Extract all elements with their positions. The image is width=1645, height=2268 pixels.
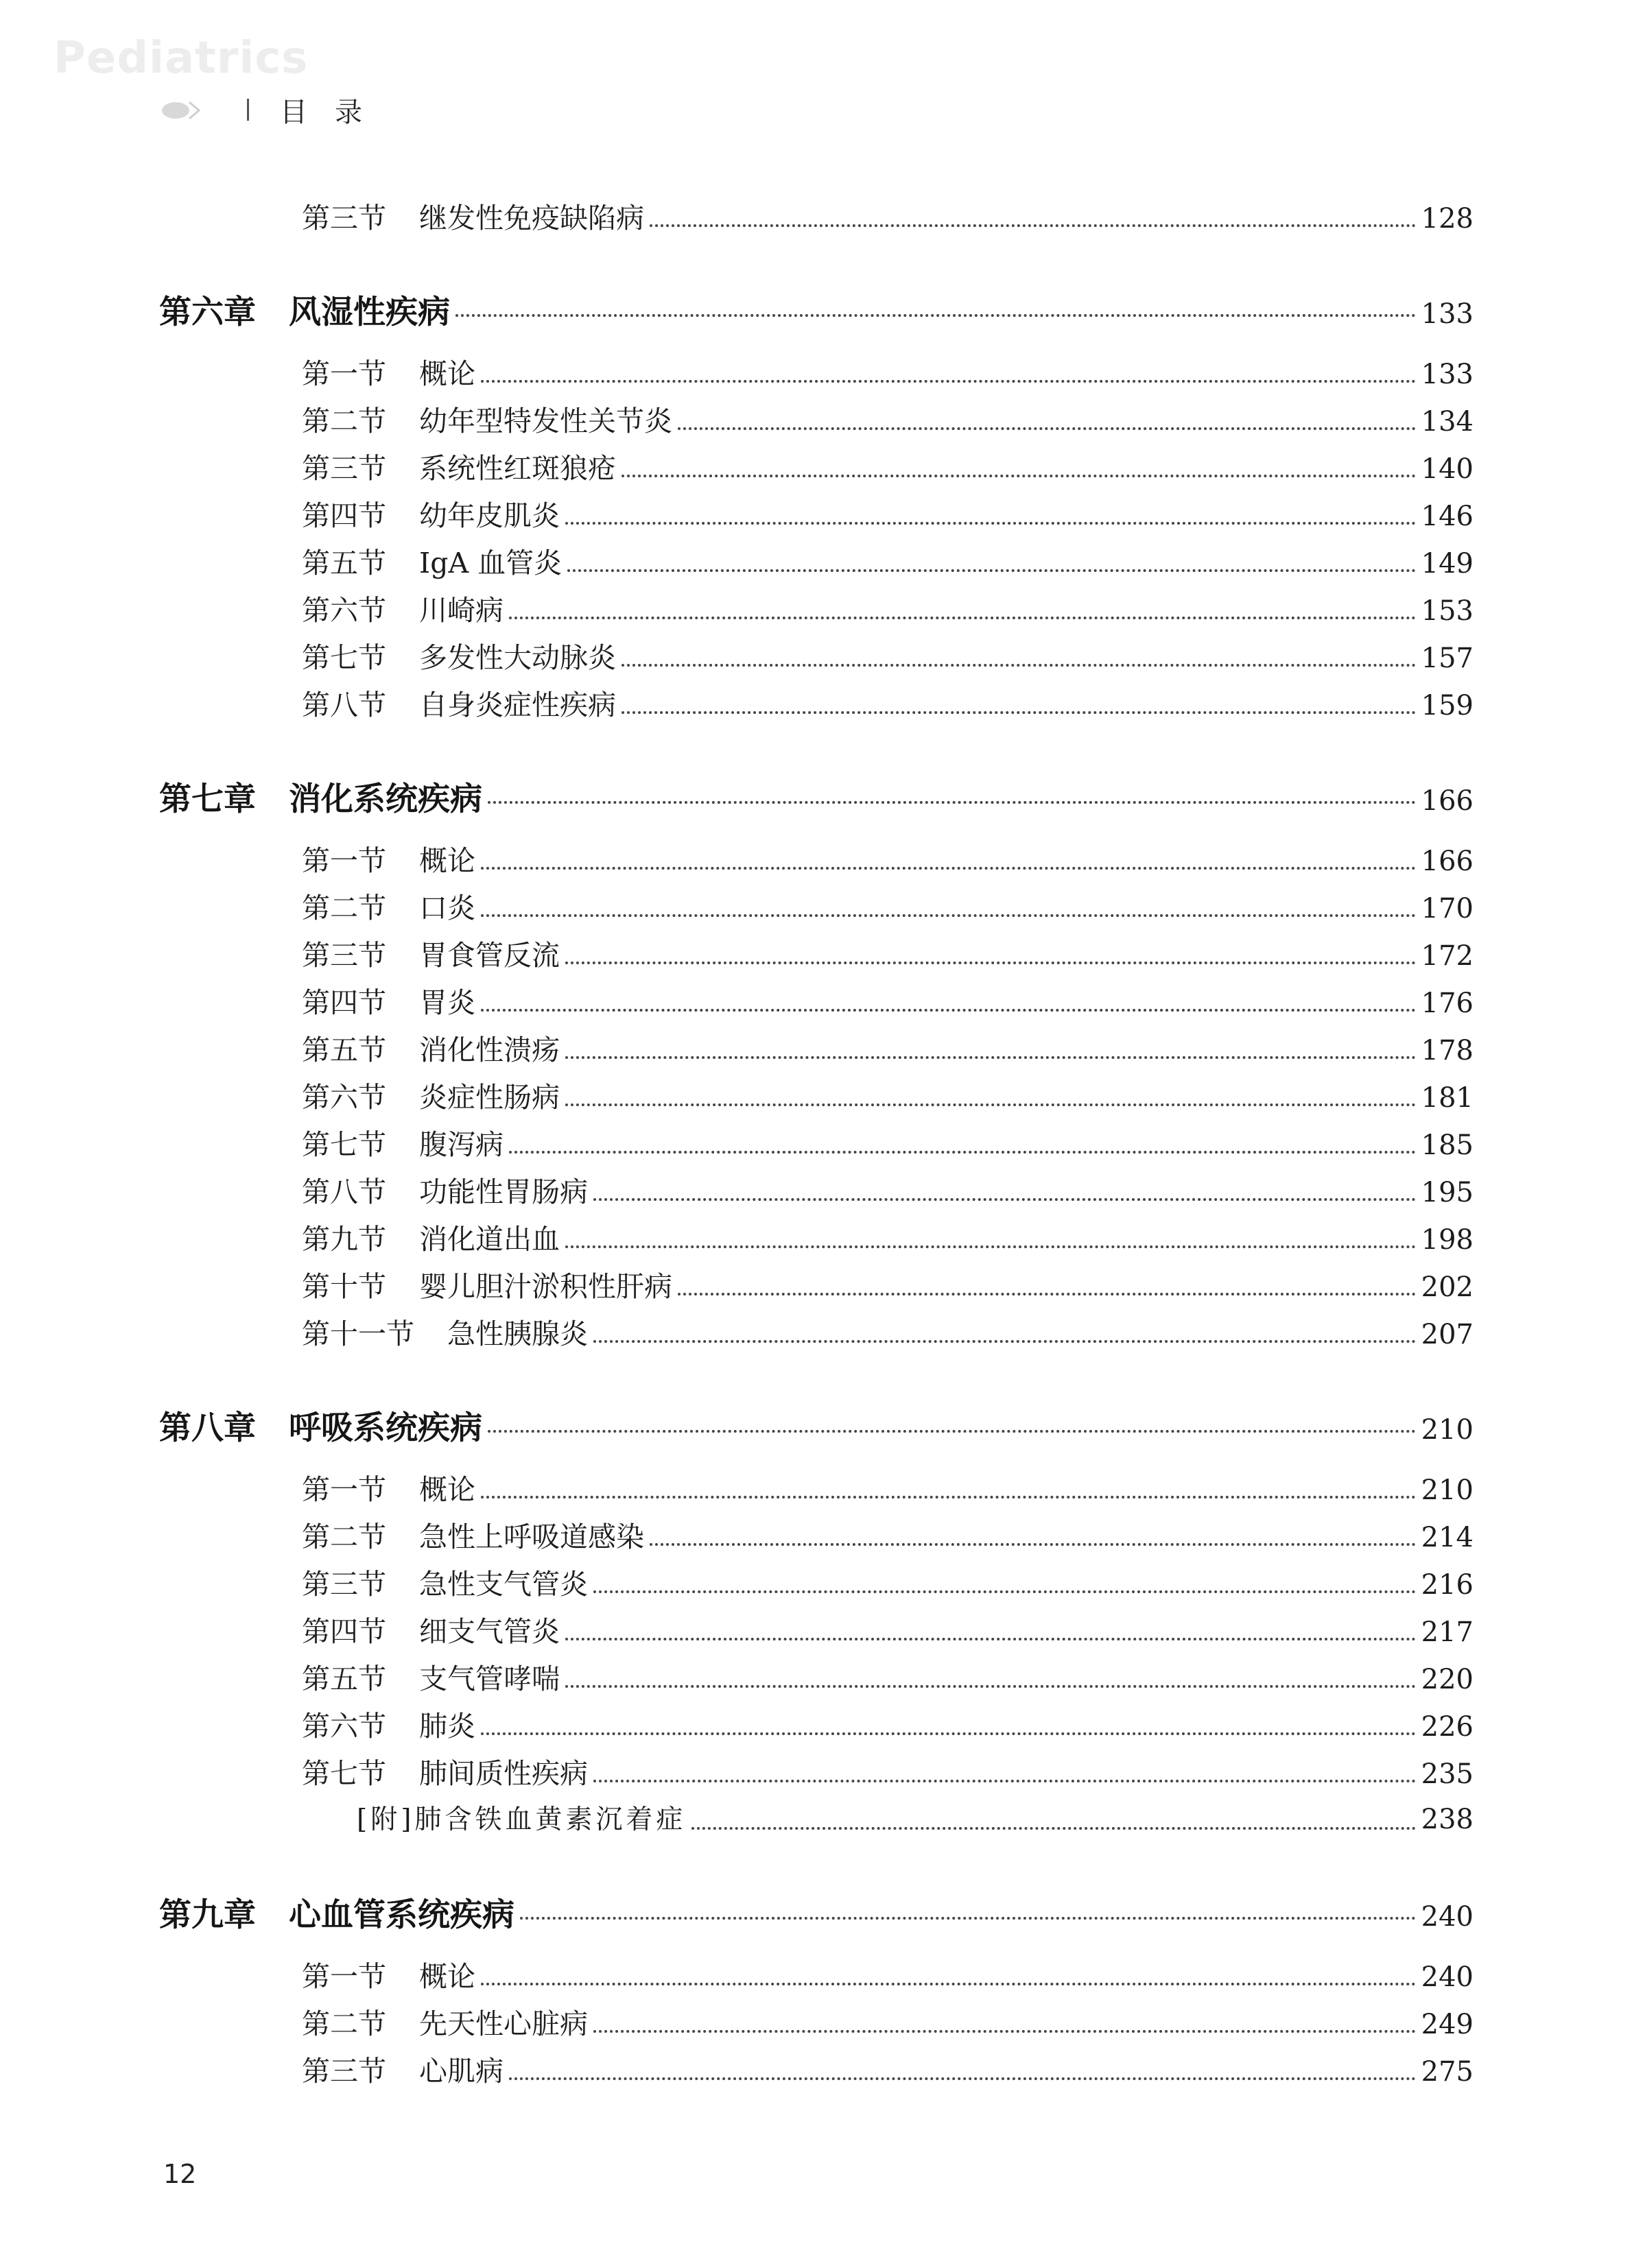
section-number: 第三节 (302, 452, 386, 485)
page-ref: 133 (1421, 359, 1474, 390)
section-number: 第四节 (302, 499, 386, 532)
dot-leader (481, 1496, 1416, 1499)
page-ref: 275 (1421, 2056, 1474, 2088)
page-ref: 240 (1421, 1901, 1474, 1933)
toc-section-entry[interactable] (302, 1954, 1474, 1995)
toc-appendix-entry[interactable] (357, 1798, 1474, 1839)
page-ref: 198 (1421, 1224, 1474, 1256)
dot-leader (481, 1009, 1416, 1012)
section-number: 第二节 (302, 1520, 386, 1553)
section-number: 第一节 (302, 844, 386, 877)
dot-leader (565, 1056, 1416, 1059)
dot-leader (488, 801, 1416, 804)
section-number: 第六节 (302, 1710, 386, 1743)
chapter-number: 第九章 (159, 1896, 256, 1934)
chapter-title: 心血管系统疾病 (289, 1896, 514, 1934)
toc-section-entry[interactable] (302, 838, 1474, 879)
section-number: 第五节 (302, 1034, 386, 1066)
page-ref: 159 (1421, 690, 1474, 721)
section-title: 支气管哮喘 (419, 1662, 560, 1695)
toc-section-entry[interactable] (302, 1122, 1474, 1163)
section-title: 系统性红斑狼疮 (419, 452, 616, 485)
section-title: 消化性溃疡 (419, 1034, 560, 1066)
dot-leader (481, 380, 1416, 383)
section-title: 概论 (419, 844, 475, 877)
page-ref: 166 (1421, 846, 1474, 877)
chapter-title: 消化系统疾病 (289, 780, 482, 818)
toc-section-entry[interactable] (302, 1217, 1474, 1258)
section-title: IgA 血管炎 (419, 547, 563, 580)
chapter-number: 第八章 (159, 1409, 256, 1447)
page-ref: 153 (1421, 595, 1474, 627)
toc-section-entry[interactable] (302, 1704, 1474, 1745)
page-ref: 149 (1421, 548, 1474, 580)
section-number: 第三节 (302, 2055, 386, 2088)
section-title: 先天性心脏病 (419, 2007, 588, 2040)
toc-chapter-entry[interactable] (159, 1402, 1474, 1447)
toc-section-entry[interactable] (302, 351, 1474, 392)
dot-leader (622, 475, 1416, 477)
dot-leader (593, 1590, 1416, 1593)
page-ref: 216 (1421, 1569, 1474, 1601)
toc-section-entry[interactable] (302, 980, 1474, 1021)
section-number: 第四节 (302, 986, 386, 1019)
page-ref: 178 (1421, 1035, 1474, 1066)
section-title: 胃炎 (419, 986, 475, 1019)
section-title: 消化道出血 (419, 1223, 560, 1256)
section-title: 心肌病 (419, 2055, 504, 2088)
toc-section-entry[interactable] (302, 635, 1474, 676)
dot-leader (565, 962, 1416, 964)
toc-section-entry[interactable] (302, 540, 1474, 582)
dot-leader (481, 1732, 1416, 1735)
toc-section-entry[interactable] (302, 1467, 1474, 1508)
dot-leader (455, 314, 1416, 317)
page-ref: 220 (1421, 1664, 1474, 1695)
dot-leader (565, 1638, 1416, 1640)
chapter-title: 风湿性疾病 (289, 294, 450, 331)
dot-leader (593, 1780, 1416, 1782)
chapter-title: 呼吸系统疾病 (289, 1409, 482, 1447)
section-number: 第七节 (302, 641, 386, 674)
page-ref: 134 (1421, 406, 1474, 438)
dot-leader (678, 427, 1416, 430)
section-number: 第二节 (302, 405, 386, 438)
section-title: 急性上呼吸道感染 (419, 1520, 644, 1553)
section-title: 细支气管炎 (419, 1615, 560, 1648)
page-number: 12 (163, 2159, 197, 2189)
section-title: 口炎 (419, 892, 475, 924)
page-ref: 249 (1421, 2009, 1474, 2040)
section-title: 急性胰腺炎 (447, 1317, 588, 1350)
toc-chapter-entry[interactable] (159, 287, 1474, 331)
section-title: 肺炎 (419, 1710, 475, 1743)
dot-leader (593, 1198, 1416, 1201)
page-ref: 195 (1421, 1177, 1474, 1208)
dot-leader (509, 617, 1416, 619)
section-number: 第九节 (302, 1223, 386, 1256)
section-title: 多发性大动脉炎 (419, 641, 616, 674)
page-ref: 207 (1421, 1319, 1474, 1350)
section-number: 第八节 (302, 689, 386, 721)
section-title: 概论 (419, 1960, 475, 1993)
section-title: 胃食管反流 (419, 939, 560, 972)
dot-leader (488, 1430, 1416, 1433)
section-number: 第六节 (302, 1081, 386, 1114)
dot-leader (593, 2030, 1416, 2033)
section-number: 第一节 (302, 357, 386, 390)
dot-leader (565, 1685, 1416, 1688)
section-title: 幼年型特发性关节炎 (419, 405, 672, 438)
toc-section-entry[interactable] (302, 682, 1474, 724)
section-number: 第四节 (302, 1615, 386, 1648)
page-ref: 166 (1421, 785, 1474, 817)
section-title: 川崎病 (419, 594, 504, 627)
section-number: 第八节 (302, 1175, 386, 1208)
dot-leader (481, 867, 1416, 870)
dot-leader (567, 569, 1416, 572)
section-title: 概论 (419, 357, 475, 390)
page-ref: 238 (1421, 1804, 1474, 1835)
dot-leader (622, 664, 1416, 667)
section-title: 炎症性肠病 (419, 1081, 560, 1114)
page-ref: 176 (1421, 988, 1474, 1019)
dot-leader (565, 1245, 1416, 1248)
toc-section-entry[interactable] (302, 1562, 1474, 1603)
toc-section-entry[interactable] (302, 493, 1474, 534)
section-title: 概论 (419, 1473, 475, 1506)
section-title: 婴儿胆汁淤积性肝病 (419, 1270, 672, 1303)
dot-leader (691, 1827, 1415, 1830)
page-ref: 210 (1421, 1414, 1474, 1446)
page-ref: 214 (1421, 1522, 1474, 1553)
toc-section-entry[interactable] (302, 1311, 1474, 1352)
page-ref: 217 (1421, 1616, 1474, 1648)
section-number: 第三节 (302, 939, 386, 972)
page-ref: 133 (1421, 298, 1474, 330)
section-number: 第一节 (302, 1473, 386, 1506)
chapter-number: 第六章 (159, 294, 256, 331)
section-title: 腹泻病 (419, 1128, 504, 1161)
dot-leader (650, 224, 1416, 227)
dot-leader (565, 1103, 1416, 1106)
dot-leader (520, 1917, 1416, 1920)
toc-section-entry[interactable] (302, 398, 1474, 440)
toc-section-entry[interactable] (302, 2049, 1474, 2090)
page-ref: 172 (1421, 940, 1474, 972)
toc-section-entry[interactable] (302, 885, 1474, 927)
header-title: 目录 (280, 97, 390, 128)
section-number: 第二节 (302, 892, 386, 924)
section-title: 幼年皮肌炎 (419, 499, 560, 532)
section-title: [附]肺含铁血黄素沉着症 (357, 1804, 687, 1835)
toc-section-entry[interactable] (302, 446, 1474, 487)
toc-section-entry[interactable] (302, 195, 1474, 237)
dot-leader (481, 914, 1416, 917)
toc-section-entry[interactable] (302, 588, 1474, 629)
toc-section-entry[interactable] (302, 1609, 1474, 1650)
dot-leader (622, 711, 1416, 714)
page-ref: 157 (1421, 643, 1474, 674)
page-ref: 185 (1421, 1130, 1474, 1161)
section-number: 第三节 (302, 202, 386, 235)
section-number: 第十一节 (302, 1317, 414, 1350)
section-number: 第七节 (302, 1757, 386, 1790)
page-ref: 170 (1421, 893, 1474, 924)
chapter-number: 第七章 (159, 780, 256, 818)
page-ref: 181 (1421, 1082, 1474, 1114)
section-title: 肺间质性疾病 (419, 1757, 588, 1790)
section-number: 第一节 (302, 1960, 386, 1993)
section-number: 第二节 (302, 2007, 386, 2040)
dot-leader (593, 1340, 1416, 1343)
dot-leader (650, 1543, 1416, 1546)
toc-chapter-entry[interactable] (159, 1889, 1474, 1934)
dot-leader (509, 1151, 1416, 1154)
section-number: 第五节 (302, 547, 386, 580)
section-number: 第六节 (302, 594, 386, 627)
toc-section-entry[interactable] (302, 933, 1474, 974)
dot-leader (509, 2077, 1416, 2080)
section-number: 第七节 (302, 1128, 386, 1161)
page-ref: 140 (1421, 453, 1474, 485)
page-ref: 128 (1421, 203, 1474, 235)
toc-section-entry[interactable] (302, 1075, 1474, 1116)
section-number: 第五节 (302, 1662, 386, 1695)
page-ref: 210 (1421, 1475, 1474, 1506)
section-number: 第十节 (302, 1270, 386, 1303)
toc-section-entry[interactable] (302, 1027, 1474, 1069)
section-title: 自身炎症性疾病 (419, 689, 616, 721)
toc-section-entry[interactable] (302, 1751, 1474, 1792)
toc-chapter-entry[interactable] (159, 774, 1474, 818)
page-ref: 146 (1421, 501, 1474, 532)
dot-leader (481, 1983, 1416, 1985)
toc-section-entry[interactable] (302, 1169, 1474, 1210)
section-title: 急性支气管炎 (419, 1568, 588, 1601)
page-ref: 226 (1421, 1711, 1474, 1743)
toc-section-entry[interactable] (302, 1656, 1474, 1697)
page-ref: 235 (1421, 1758, 1474, 1790)
watermark-text: Pediatrics (54, 33, 309, 84)
page-ref: 240 (1421, 1961, 1474, 1993)
dot-leader (565, 522, 1416, 525)
toc-section-entry[interactable] (302, 1264, 1474, 1305)
page-ref: 202 (1421, 1272, 1474, 1303)
dot-leader (678, 1293, 1416, 1296)
toc-section-entry[interactable] (302, 2001, 1474, 2042)
section-title: 继发性免疫缺陷病 (419, 202, 644, 235)
section-title: 功能性胃肠病 (419, 1175, 588, 1208)
section-number: 第三节 (302, 1568, 386, 1601)
toc-section-entry[interactable] (302, 1514, 1474, 1555)
